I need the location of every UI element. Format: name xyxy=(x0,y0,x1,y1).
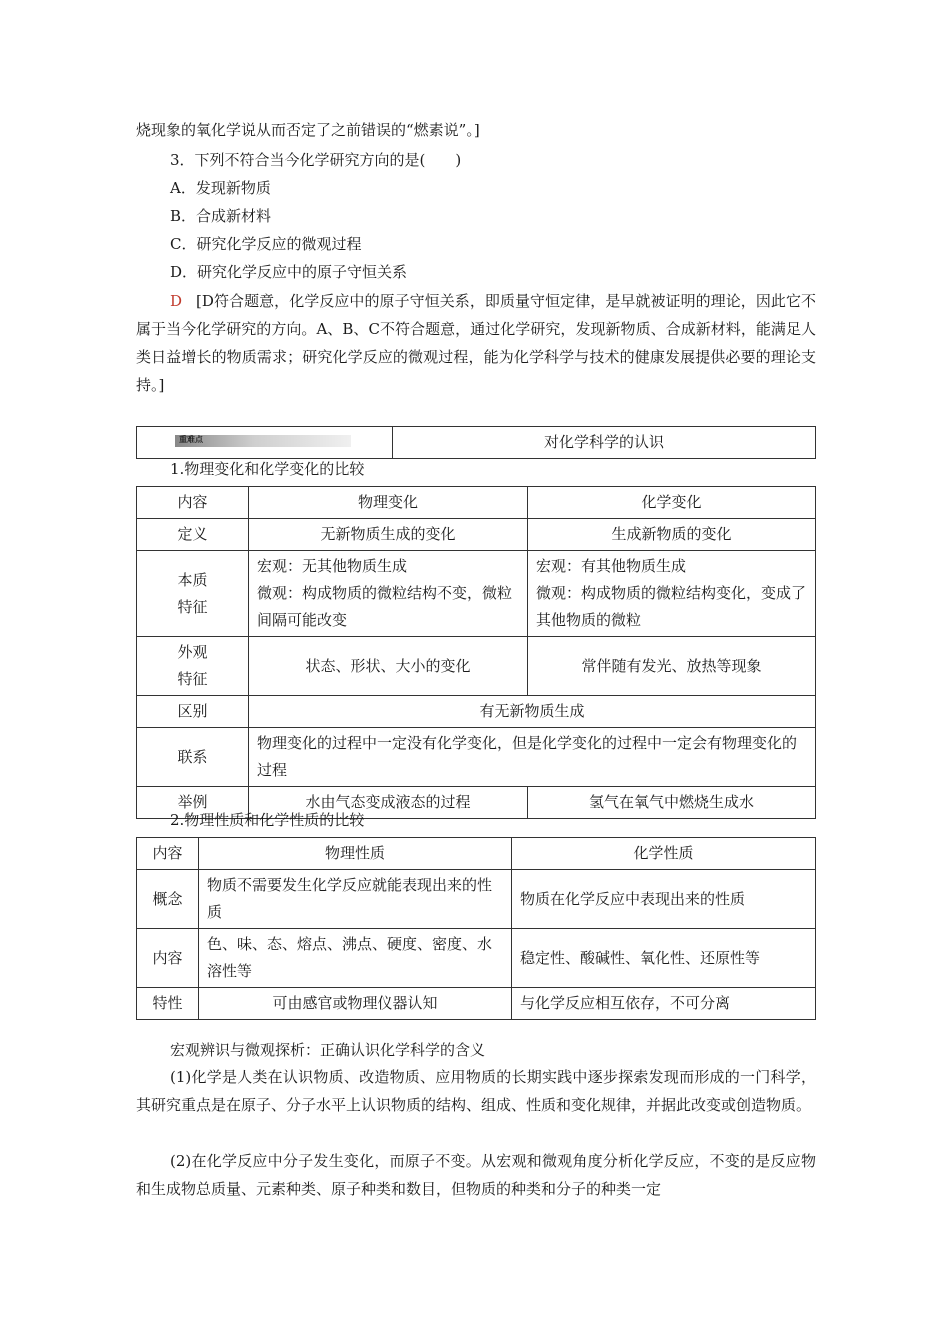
section-header-table xyxy=(136,426,816,459)
table2-header-content: 内容 xyxy=(137,838,199,870)
row-label-definition: 定义 xyxy=(137,519,249,551)
content-chemical: 稳定性、酸碱性、氧化性、还原性等 xyxy=(512,929,816,988)
difference-value: 有无新物质生成 xyxy=(249,696,816,728)
option-c: C．研究化学反应的微观过程 xyxy=(170,235,362,253)
section-badge: 重难点 xyxy=(175,435,351,447)
table2-header-chemical: 化学性质 xyxy=(512,838,816,870)
intro-line: 烧现象的氧化学说从而否定了之前错误的“燃素说”。] xyxy=(136,121,480,139)
concept-chemical: 物质在化学反应中表现出来的性质 xyxy=(512,870,816,929)
option-d: D．研究化学反应中的原子守恒关系 xyxy=(170,263,408,281)
comparison-table-changes xyxy=(136,486,816,819)
answer-explanation xyxy=(136,287,816,399)
explanation-text: [D符合题意，化学反应中的原子守恒关系，即质量守恒定律，是早就被证明的理论，因此它不属于当今化学研究的方向。A、B、C不符合题意，通过化学研究，发现新物质、合成新材料，能满足人类日益增长的物质需求；研究化学反应的微观过程，能为化学科学与技术的健康发展提供必要的理论支持。] xyxy=(136,292,816,394)
row-label-essence: 本质 特征 xyxy=(137,551,249,637)
table2-caption: 2.物理性质和化学性质的比较 xyxy=(170,811,365,829)
feature-physical: 可由感官或物理仪器认知 xyxy=(199,988,512,1020)
appearance-physical: 状态、形状、大小的变化 xyxy=(249,637,528,696)
summary-paragraph-2: (2)在化学反应中分子发生变化，而原子不变。从宏观和微观角度分析化学反应，不变的是反应物和生成物总质量、元素种类、原子种类和数目，但物质的种类和分子的种类一定 xyxy=(136,1152,816,1198)
row-label-feature: 特性 xyxy=(137,988,199,1020)
feature-chemical: 与化学反应相互依存，不可分离 xyxy=(512,988,816,1020)
example-chemical: 氢气在氧气中燃烧生成水 xyxy=(528,787,816,819)
definition-physical: 无新物质生成的变化 xyxy=(249,519,528,551)
table1-header-content: 内容 xyxy=(137,487,249,519)
content-physical: 色、味、态、熔点、沸点、硬度、密度、水溶性等 xyxy=(199,929,512,988)
row-label-content: 内容 xyxy=(137,929,199,988)
table1-header-chemical: 化学变化 xyxy=(528,487,816,519)
table1-caption: 1.物理变化和化学变化的比较 xyxy=(170,460,365,478)
row-label-difference: 区别 xyxy=(137,696,249,728)
essence-physical: 宏观：无其他物质生成 微观：构成物质的微粒结构不变，微粒间隔可能改变 xyxy=(249,551,528,637)
connection-value: 物理变化的过程中一定没有化学变化，但是化学变化的过程中一定会有物理变化的过程 xyxy=(249,728,816,787)
example-physical: 水由气态变成液态的过程 xyxy=(249,787,528,819)
section-title: 对化学科学的认识 xyxy=(393,427,816,459)
option-a: A．发现新物质 xyxy=(170,179,271,197)
summary-paragraph-1: (1)化学是人类在认识物质、改造物质、应用物质的长期实践中逐步探索发现而形成的一门科学，其研究重点是在原子、分子水平上认识物质的结构、组成、性质和变化规律，并据此改变或创造物质。 xyxy=(136,1068,816,1114)
row-label-connection: 联系 xyxy=(137,728,249,787)
definition-chemical: 生成新物质的变化 xyxy=(528,519,816,551)
concept-physical: 物质不需要发生化学反应就能表现出来的性质 xyxy=(199,870,512,929)
answer-letter: D xyxy=(170,292,183,310)
comparison-table-properties xyxy=(136,837,816,1020)
row-label-example: 举例 xyxy=(137,787,249,819)
summary-heading: 宏观辨识与微观探析：正确认识化学科学的含义 xyxy=(170,1041,486,1059)
row-label-appearance: 外观 特征 xyxy=(137,637,249,696)
question-stem: 3．下列不符合当今化学研究方向的是( ) xyxy=(170,151,462,169)
appearance-chemical: 常伴随有发光、放热等现象 xyxy=(528,637,816,696)
essence-chemical: 宏观：有其他物质生成 微观：构成物质的微粒结构变化，变成了其他物质的微粒 xyxy=(528,551,816,637)
table1-header-physical: 物理变化 xyxy=(249,487,528,519)
section-badge-cell xyxy=(137,427,393,459)
table2-header-physical: 物理性质 xyxy=(199,838,512,870)
option-b: B．合成新材料 xyxy=(170,207,272,225)
row-label-concept: 概念 xyxy=(137,870,199,929)
